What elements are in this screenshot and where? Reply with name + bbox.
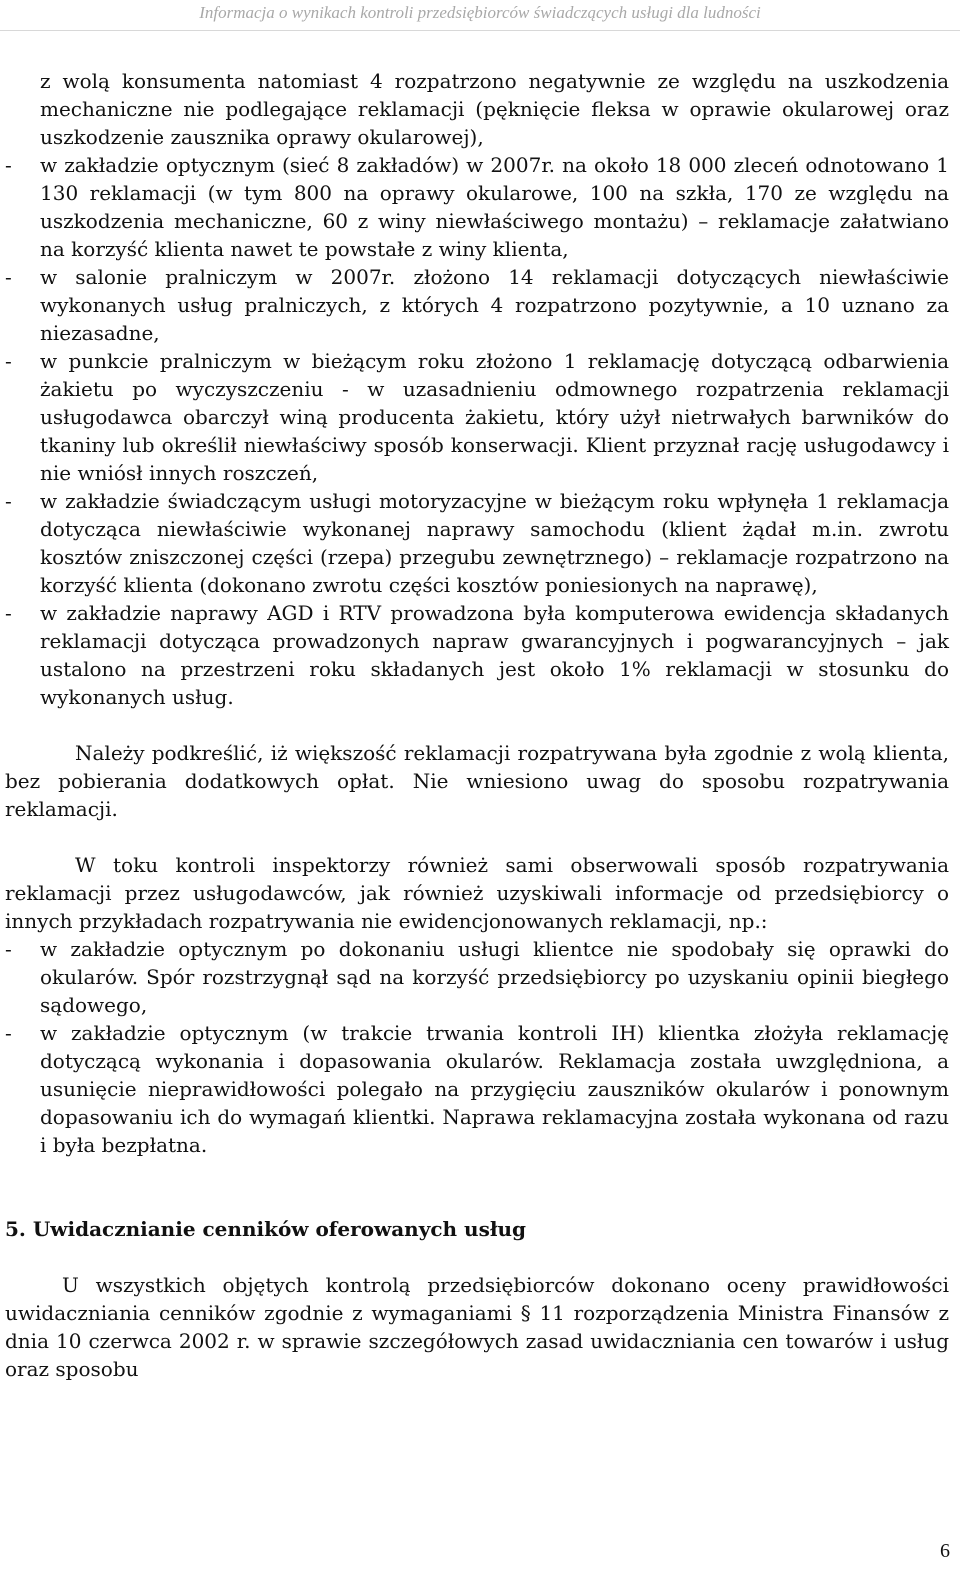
list-item [5,151,949,263]
list-item [5,935,949,1019]
paragraph-summary: Należy podkreślić, iż większość reklamacji rozpatrywana była zgodnie z wolą klienta, bez pobierania dodatkowych opłat. Nie wniesiono uwag do sposobu rozpatrywania reklamacji. [5,741,949,821]
list-dash: - [5,153,12,177]
list-item [5,347,949,487]
continuation-paragraph: z wolą konsumenta natomiast 4 rozpatrzono negatywnie ze względu na uszkodzenia mechaniczne nie podlegające reklamacji (pęknięcie fleksa w oprawie okularowej oraz uszkodzenie zausznika oprawy okularowej), [40,69,949,149]
list-item-text: w zakładzie optycznym (sieć 8 zakładów) w 2007r. na około 18 000 zleceń odnotowano 1 130 reklamacji (w tym 800 na oprawy okularowe, 100 na szkła, 170 ze względu na uszkodzenia mechaniczne, 60 z winy niewłaściwego montażu) – reklamacje załatwiano na korzyść klienta nawet te powstałe z winy klienta, [40,153,949,261]
list-item [5,599,949,711]
list-item [5,263,949,347]
list-examples [5,935,949,1159]
document-body [5,67,949,1383]
list-dash: - [5,265,12,289]
list-item-text: w zakładzie świadczącym usługi motoryzacyjne w bieżącym roku wpłynęła 1 reklamacja dotycząca niewłaściwie wykonanej naprawy samochodu (klient żądał m.in. zwrotu kosztów zniszczonej części (rzepa) przegubu zewnętrznego) – reklamacje rozpatrzono na korzyść klienta (dokonano zwrotu części kosztów poniesionych na naprawę), [40,489,949,597]
list-item [5,1019,949,1159]
list-item [5,487,949,599]
running-header-title: Informacja o wynikach kontroli przedsiębiorców świadczących usługi dla ludności [199,3,761,22]
list-item-text: w salonie pralniczym w 2007r. złożono 14 reklamacji dotyczących niewłaściwie wykonanych usług pralniczych, z których 4 rozpatrzono pozytywnie, a 10 uznano za niezasadne, [40,265,949,345]
list-dash: - [5,1021,12,1045]
list-dash: - [5,349,12,373]
page-number: 6 [940,1540,950,1562]
section-heading: 5. Uwidacznianie cenników oferowanych usług [5,1217,527,1241]
list-complaints [5,151,949,711]
running-header [0,0,960,31]
list-dash: - [5,601,12,625]
list-item-text: w zakładzie naprawy AGD i RTV prowadzona była komputerowa ewidencja składanych reklamacji dotycząca prowadzonych napraw gwarancyjnych i pogwarancyjnych – jak ustalono na przestrzeni roku składanych jest około 1% reklamacji w stosunku do wykonanych usług. [40,601,949,709]
list-item-text: w zakładzie optycznym po dokonaniu usługi klientce nie spodobały się oprawki do okularów. Spór rozstrzygnął sąd na korzyść przedsiębiorcy po uzyskaniu opinii biegłego sądowego, [40,937,949,1017]
list-dash: - [5,489,12,513]
list-item-text: w zakładzie optycznym (w trakcie trwania kontroli IH) klientka złożyła reklamację dotyczącą wykonania i dopasowania okularów. Reklamacja została uwzględniona, a usunięcie nieprawidłowości polegało na przygięciu zauszników okularów i ponownym dopasowaniu ich do wymagań klientki. Naprawa reklamacyjna została wykonana od razu i była bezpłatna. [40,1021,949,1157]
paragraph-price-lists: U wszystkich objętych kontrolą przedsiębiorców dokonano oceny prawidłowości uwidaczniania cenników zgodnie z wymaganiami § 11 rozporządzenia Ministra Finansów z dnia 10 czerwca 2002 r. w sprawie szczegółowych zasad uwidaczniania cen towarów i usług oraz sposobu [5,1273,949,1381]
list-dash: - [5,937,12,961]
paragraph-observations: W toku kontroli inspektorzy również sami obserwowali sposób rozpatrywania reklamacji przez usługodawców, jak również uzyskiwali informacje od przedsiębiorcy o innych przykładach rozpatrywania nie ewidencjonowanych reklamacji, np.: [5,853,949,933]
list-item-text: w punkcie pralniczym w bieżącym roku złożono 1 reklamację dotyczącą odbarwienia żakietu po wyczyszczeniu - w uzasadnieniu odmownego rozpatrzenia reklamacji usługodawca obarczył winą producenta żakietu, który użył nietrwałych barwników do tkaniny lub określił niewłaściwy sposób konserwacji. Klient przyznał rację usługodawcy i nie wniósł innych roszczeń, [40,349,949,485]
